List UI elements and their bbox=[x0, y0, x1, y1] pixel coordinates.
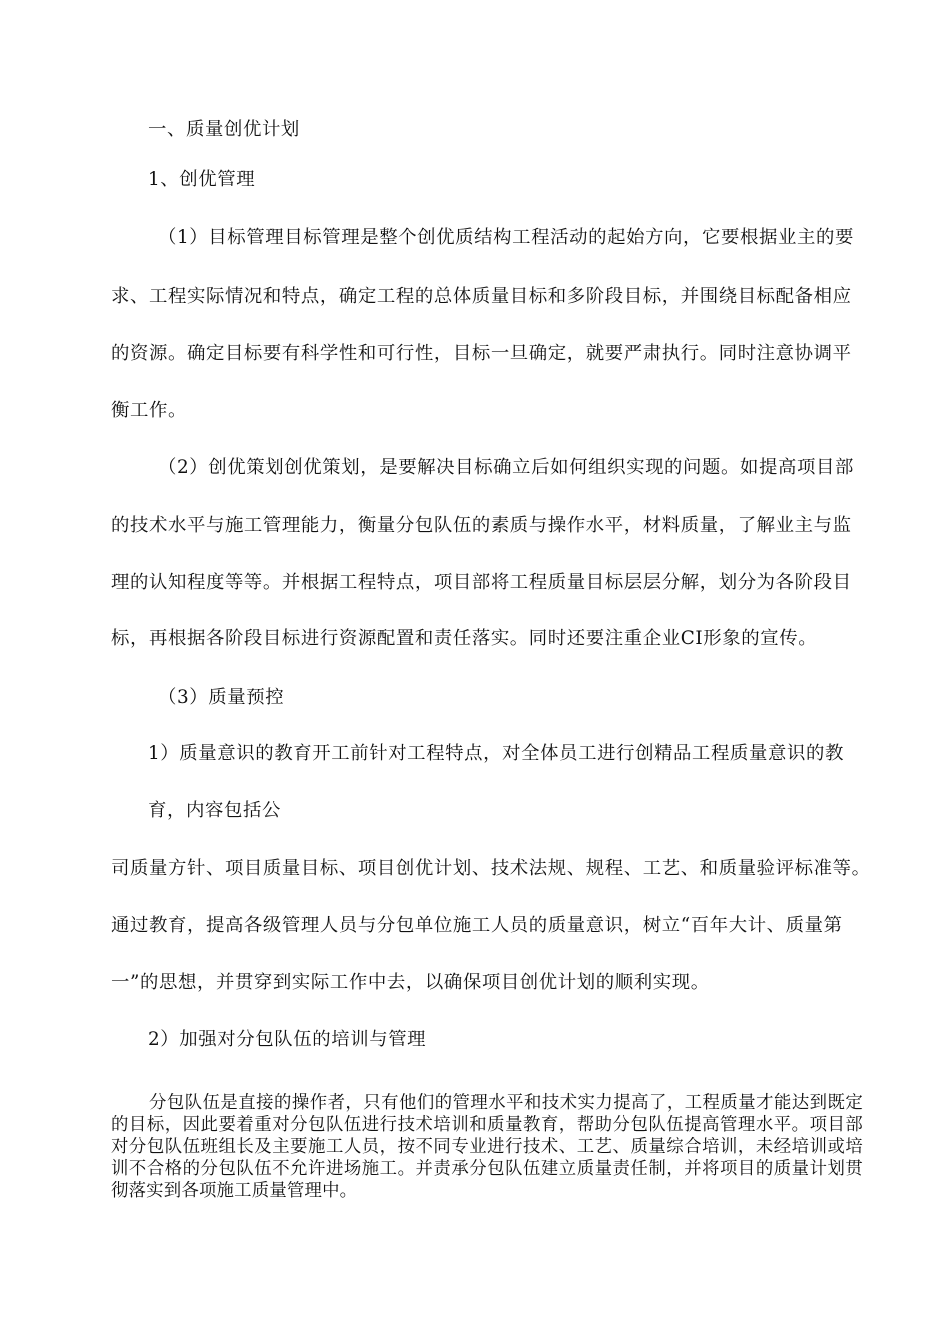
text-line: 育，内容包括公 bbox=[148, 800, 281, 821]
text-line: 一”的思想，并贯穿到实际工作中去，以确保项目创优计划的顺利实现。 bbox=[111, 972, 710, 993]
text-line: （2）创优策划创优策划，是要解决目标确立后如何组织实现的问题。如提高项目部 bbox=[158, 457, 854, 478]
subsection-heading: （3）质量预控 bbox=[158, 687, 285, 708]
text-line: 求、工程实际情况和特点，确定工程的总体质量目标和多阶段目标，并围绕目标配备相应 bbox=[111, 286, 852, 307]
body-paragraph: 分包队伍是直接的操作者，只有他们的管理水平和技术实力提高了，工程质量才能达到既定的目标，因此要着重对分包队伍进行技术培训和质量教育，帮助分包队伍提高管理水平。项目部对分包队伍班组长及主要施工人员，按不同专业进行技术、工艺、质量综合培训，未经培训或培训不合格的分包队伍不允许进场施工。并责承分包队伍建立质量责任制，并将项目的质量计划贯彻落实到各项施工质量管理中。 bbox=[111, 1093, 863, 1201]
text-line: 通过教育，提高各级管理人员与分包单位施工人员的质量意识，树立“百年大计、质量第 bbox=[111, 915, 843, 936]
text-line: 的技术水平与施工管理能力，衡量分包队伍的素质与操作水平，材料质量，了解业主与监 bbox=[111, 515, 852, 536]
text-line: 1）质量意识的教育开工前针对工程特点，对全体员工进行创精品工程质量意识的教 bbox=[148, 743, 844, 764]
subsection-heading: 1、创优管理 bbox=[148, 169, 256, 190]
section-heading: 一、质量创优计划 bbox=[148, 119, 300, 140]
text-line: 的资源。确定目标要有科学性和可行性，目标一旦确定，就要严肃执行。同时注意协调平 bbox=[111, 343, 852, 364]
text-line: （1）目标管理目标管理是整个创优质结构工程活动的起始方向，它要根据业主的要 bbox=[158, 227, 854, 248]
subsection-heading: 2）加强对分包队伍的培训与管理 bbox=[148, 1029, 427, 1050]
text-line: 理的认知程度等等。并根据工程特点，项目部将工程质量目标层层分解，划分为各阶段目 bbox=[111, 572, 852, 593]
text-line: 衡工作。 bbox=[111, 400, 187, 421]
text-line: 司质量方针、项目质量目标、项目创优计划、技术法规、规程、工艺、和质量验评标准等。 bbox=[111, 858, 871, 879]
text-line: 标，再根据各阶段目标进行资源配置和责任落实。同时还要注重企业CI形象的宣传。 bbox=[111, 628, 818, 649]
